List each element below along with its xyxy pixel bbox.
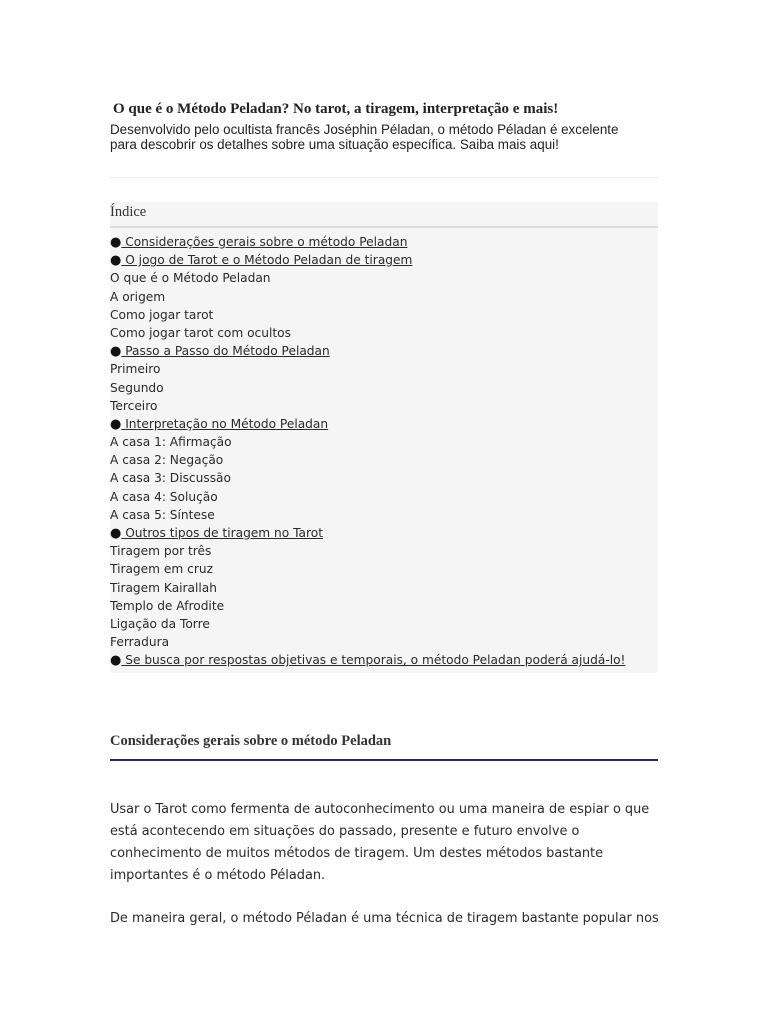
toc-item (110, 488, 658, 506)
toc-subitem-label: A casa 3: Discussão (110, 471, 231, 486)
toc-link[interactable]: Considerações gerais sobre o método Peladan (121, 235, 408, 249)
section-paragraph-2: De maneira geral, o método Péladan é uma técnica de tiragem bastante popular nos (110, 911, 659, 926)
toc-item (110, 560, 658, 578)
toc-subitem-label: A casa 4: Solução (110, 489, 218, 504)
toc-item (110, 360, 658, 378)
toc-link[interactable]: Outros tipos de tiragem no Tarot (121, 526, 323, 540)
toc-subitem-label: Tiragem por três (110, 544, 212, 559)
toc-link[interactable]: Interpretação no Método Peladan (121, 416, 329, 431)
bullet-icon: ● (110, 344, 122, 360)
toc-subitem-label: A casa 1: Afirmação (110, 435, 232, 450)
toc-link[interactable]: Passo a Passo do Método Peladan (121, 344, 330, 359)
toc-subitem-label: Como jogar tarot com ocultos (110, 325, 291, 340)
toc-item (110, 397, 658, 415)
toc-item[interactable] (110, 524, 658, 542)
toc-item (110, 469, 658, 487)
toc-subitem-label: Segundo (110, 380, 164, 395)
article-subtitle: Desenvolvido pelo ocultista francês Joséphin Péladan, o método Péladan é excelente para descobrir os detalhes sobre uma situação específica. Saiba mais aqui! (110, 122, 619, 152)
toc-subitem-label: Ligação da Torre (110, 616, 210, 631)
toc-item[interactable] (110, 251, 658, 269)
toc-subitem-label: Terceiro (110, 398, 158, 413)
toc-subitem-label: Ferradura (110, 635, 170, 650)
toc-list (110, 228, 658, 670)
section-divider (110, 759, 658, 761)
toc-item (110, 633, 658, 651)
toc-item (110, 506, 658, 524)
toc-item[interactable] (110, 651, 658, 669)
toc-item (110, 542, 658, 560)
toc-item (110, 579, 658, 597)
toc-subitem-label: Primeiro (110, 362, 161, 377)
toc-item (110, 269, 658, 287)
toc-item (110, 597, 658, 615)
toc-subitem-label: Templo de Afrodite (110, 598, 225, 613)
table-of-contents (110, 202, 658, 673)
toc-item[interactable] (110, 233, 658, 251)
toc-subitem-label: Tiragem em cruz (110, 562, 213, 577)
toc-item[interactable] (110, 415, 658, 433)
header-divider (110, 177, 658, 178)
toc-heading[interactable]: Índice (110, 202, 658, 228)
article-title: O que é o Método Peladan? No tarot, a tiragem, interpretação e mais! (113, 101, 559, 117)
toc-item[interactable] (110, 342, 658, 360)
toc-item (110, 615, 658, 633)
bullet-icon: ● (110, 653, 122, 669)
section-title: Considerações gerais sobre o método Peladan (110, 733, 392, 749)
toc-subitem-label: A casa 5: Síntese (110, 507, 215, 522)
section-paragraph-1: Usar o Tarot como fermenta de autoconhecimento ou uma maneira de espiar o que está acontecendo em situações do passado, presente e futuro envolve o conhecimento de muitos métodos de tiragem. Um destes métodos bastante importantes é o método Péladan. (110, 802, 650, 883)
toc-subitem-label: Tiragem Kairallah (110, 580, 217, 595)
toc-subitem-label: O que é o Método Peladan (110, 271, 271, 286)
toc-subitem-label: A casa 2: Negação (110, 453, 224, 468)
toc-item (110, 433, 658, 451)
bullet-icon: ● (110, 416, 122, 432)
toc-link[interactable]: O jogo de Tarot e o Método Peladan de tiragem (121, 253, 413, 268)
bullet-icon: ● (110, 526, 122, 541)
toc-subitem-label: A origem (110, 289, 166, 304)
toc-item (110, 288, 658, 306)
bullet-icon: ● (110, 253, 122, 269)
toc-link[interactable]: Se busca por respostas objetivas e temporais, o método Peladan poderá ajudá-lo! (121, 653, 626, 668)
toc-item (110, 306, 658, 324)
toc-item (110, 379, 658, 397)
toc-item (110, 324, 658, 342)
toc-subitem-label: Como jogar tarot (110, 307, 214, 322)
bullet-icon: ● (110, 235, 122, 250)
toc-item (110, 451, 658, 469)
